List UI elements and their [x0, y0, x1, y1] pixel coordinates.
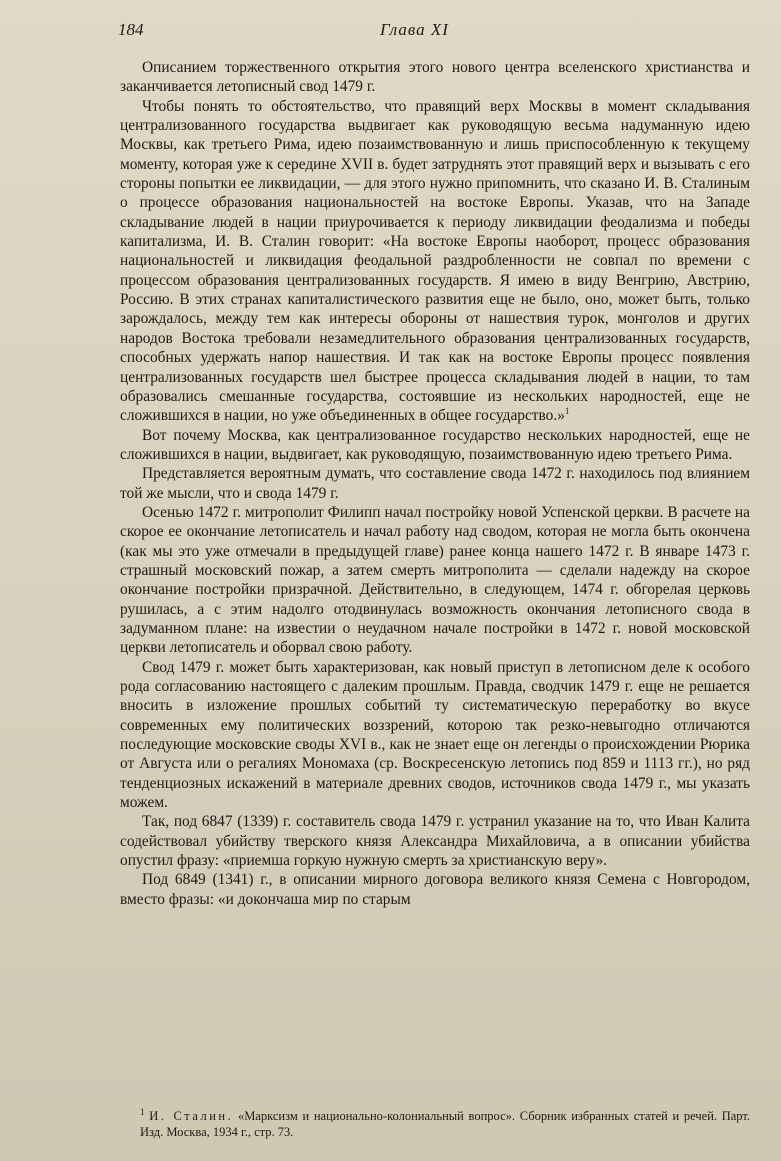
- chapter-title: Глава XI: [380, 20, 449, 39]
- paragraph: Осенью 1472 г. митрополит Филипп начал постройку новой Успенской церкви. В расчете на скорое ее окончание летописатель и начал работу над сводом, которая не могла быть окончена (как мы это уже отмечали в предыдущей главе) ранее конца нашего 1472 г. В январе 1473 г. страшный московский пожар, а затем смерть митрополита — сделали надежду на скорое окончание постройки призрачной. Действительно, в следующем, 1474 г. обгорелая церковь рушилась, а с этим надолго отодвинулась возможность окончания летописного свода в задуманном плане: на известии о неудачном начале постройки в 1472 г. новой московской церкви летописатель и оборвал свою работу.: [120, 503, 750, 657]
- paragraph-text: Чтобы понять то обстоятельство, что правящий верх Москвы в момент складывания централизованного государства выдвигает как руководящую весьма надуманную идею Москвы, как третьего Рима, идею позаимствованную и лишь приспособленную к текущему моменту, которая уже к середине XVII в. будет затруднять этот правящий верх и вызывать с его стороны попытки ее ликвидации, — для этого нужно припомнить, что сказано И. В. Сталиным о процессе образования национальностей на востоке Европы. Указав, что на Западе складывание людей в нации приурочивается к периоду ликвидации феодализма и победы капитализма, И. В. Сталин говорит: «На востоке Европы наоборот, процесс образования национальностей и ликвидация феодальной раздробленности не совпал по времени с процессом образования централизованных государств. Я имею в виду Венгрию, Австрию, Россию. В этих странах капиталистического развития еще не было, оно, может быть, только зарождалось, между тем как интересы обороны от нашествия турок, монголов и других народов Востока требовали незамедлительного образования централизованных государств, способных удержать напор нашествия. И так как на востоке Европы процесс появления централизованных государств шел быстрее процесса складывания людей в нации, то там образовались смешанные государства, состоявшие из нескольких народностей, еще не сложившихся в нации, но уже объединенных в общее государство.»: [120, 97, 750, 425]
- running-header: [118, 20, 711, 46]
- paragraph: Под 6849 (1341) г., в описании мирного договора великого князя Семена с Новгородом, вместо фразы: «и докончаша мир по старым: [120, 871, 750, 908]
- footnote-author: И. Сталин.: [149, 1109, 234, 1123]
- page-number: 184: [118, 20, 144, 39]
- footnote-marker: 1: [140, 1106, 145, 1117]
- main-text: [120, 58, 750, 909]
- footnote: [140, 1108, 750, 1140]
- paragraph: Вот почему Москва, как централизованное государство нескольких народностей, еще не сложившихся в нации, выдвигает, как руководящую, позаимствованную идею третьего Рима.: [120, 426, 750, 463]
- paragraph: Свод 1479 г. может быть характеризован, как новый приступ в летописном деле к особого рода согласованию настоящего с далеким прошлым. Правда, сводчик 1479 г. еще не решается вносить в изложение прошлых событий ту систематическую переработку во вкусе современных ему политических воззрений, которою так резко-невыгодно отличаются последующие московские своды XVI в., как не знает еще он легенды о происхождении Рюрика от Августа или о регалиях Мономаха (ср. Воскресенскую летопись под 859 и 1113 гг.), но ряд тенденциозных искажений в материале древних сводов, источников свода 1479 г., мы указать можем.: [120, 658, 750, 812]
- paragraph: Описанием торжественного открытия этого нового центра вселенского христианства и заканчивается летописный свод 1479 г.: [120, 59, 750, 96]
- paragraph: [120, 97, 750, 426]
- paragraph: Представляется вероятным думать, что составление свода 1472 г. находилось под влиянием той же мысли, что и свода 1479 г.: [120, 465, 750, 502]
- footnote-reference: 1: [564, 406, 570, 417]
- footnote-text: «Марксизм и национально-колониальный вопрос». Сборник избранных статей и речей. Парт. Изд. Москва, 1934 г., стр. 73.: [140, 1109, 751, 1139]
- paragraph: Так, под 6847 (1339) г. составитель свода 1479 г. устранил указание на то, что Иван Калита содействовал убийству тверского князя Александра Михайловича, а в описании убийства опустил фразу: «приемша горкую нужную смерть за христианскую веру».: [120, 813, 750, 870]
